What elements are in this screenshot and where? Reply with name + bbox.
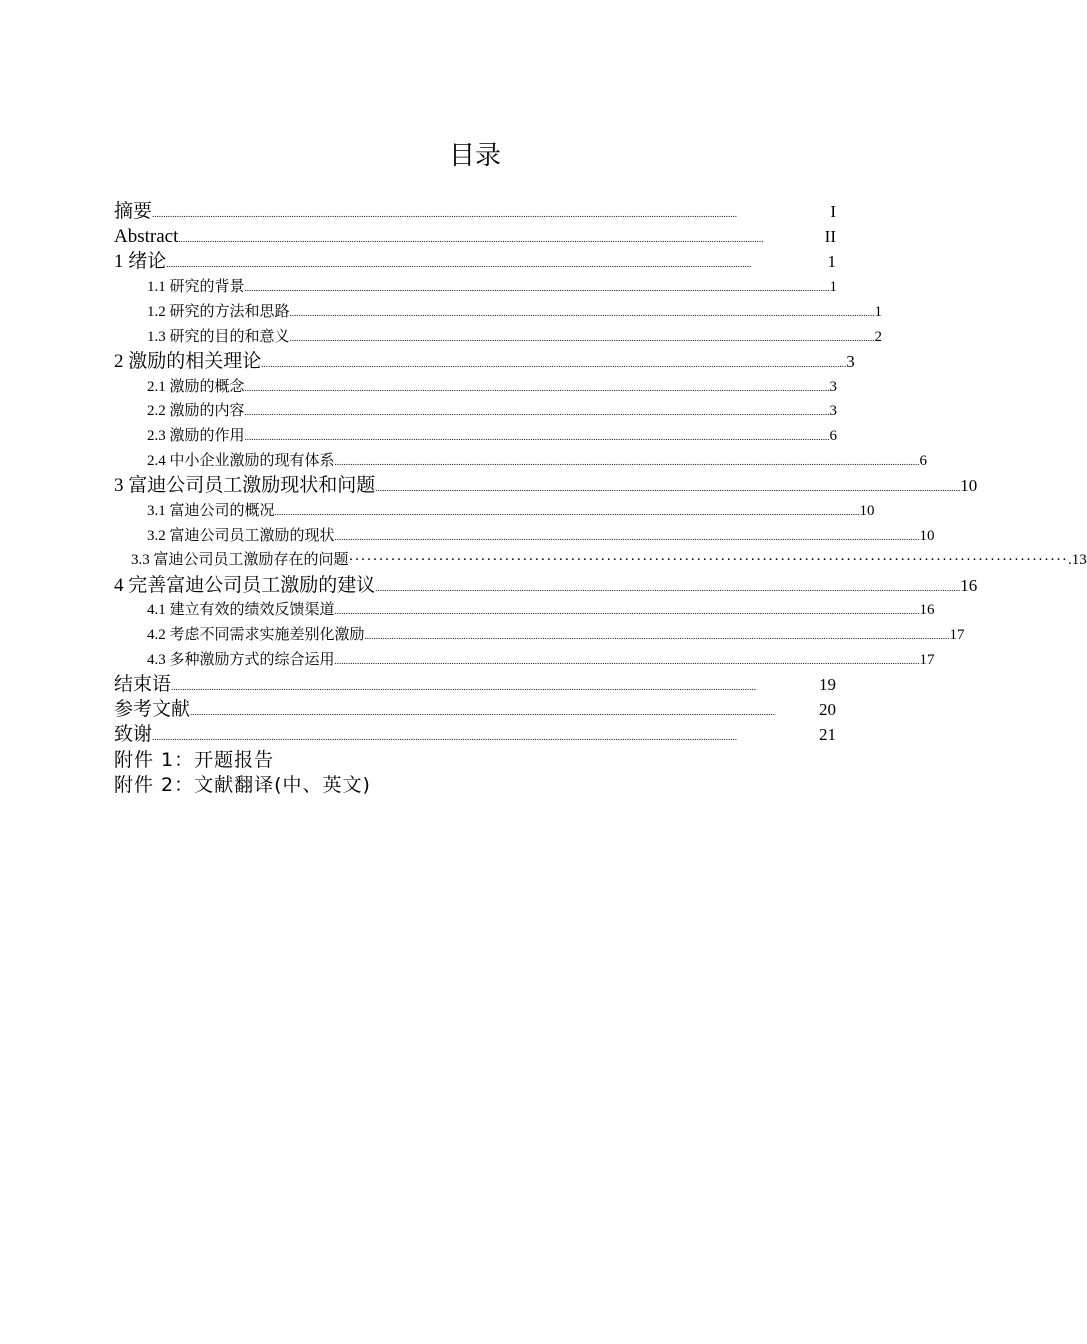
toc-entry[interactable] xyxy=(147,375,836,399)
toc-entry-label: 4 完善富迪公司员工激励的建议 xyxy=(114,575,376,596)
toc-entry-label: 4.3 多种激励方式的综合运用 xyxy=(147,652,335,668)
toc-entry-page: 6 xyxy=(829,428,838,444)
toc-entry[interactable] xyxy=(147,300,883,324)
toc-entry-page: I xyxy=(830,202,836,221)
toc-entry-label: 结束语 xyxy=(114,674,172,695)
dot-leader: .................................................................................................................................................................................................................................................................... xyxy=(244,283,830,293)
dot-leader: .................................................................................................................................................................................................................................................................... xyxy=(334,656,920,666)
toc-entry-page: 3 xyxy=(829,379,838,395)
toc-entry-page: 2 xyxy=(874,329,883,345)
toc-entry-label: 3 富迪公司员工激励现状和问题 xyxy=(114,475,376,496)
toc-entry-label: 2 激励的相关理论 xyxy=(114,351,262,372)
toc-entry-page: 6 xyxy=(919,453,928,469)
appendix-item[interactable]: 附件 2：文献翻译(中、英文) xyxy=(114,774,371,796)
toc-entry-page: 10 xyxy=(919,528,935,544)
toc-entry-label: 1 绪论 xyxy=(114,251,167,272)
dot-leader: .................................................................................................................................................................................................................................................................... xyxy=(364,631,950,641)
toc-entry[interactable] xyxy=(147,275,836,299)
dot-leader: .................................................................................................................................................................................................................................................................... xyxy=(274,507,860,517)
toc-entry[interactable] xyxy=(114,723,836,747)
toc-entry-page: 21 xyxy=(819,725,836,744)
toc-entry[interactable] xyxy=(131,548,1087,572)
toc-entry-page: 1 xyxy=(827,252,836,271)
toc-entry[interactable] xyxy=(147,499,875,523)
dot-leader: .................................................................................................................................................................................................................................................................... xyxy=(152,209,738,219)
toc-entry-page: .13 xyxy=(1067,552,1087,568)
dot-leader: .................................................................................................................................................................................................................................................................... xyxy=(190,707,776,717)
toc-entry[interactable] xyxy=(147,623,965,647)
toc-entry-page: 1 xyxy=(829,279,838,295)
toc-entry-label: 参考文献 xyxy=(114,699,191,720)
dot-leader: .................................................................................................................................................................................................................................................................... xyxy=(375,583,961,593)
toc-entry-label: 摘要 xyxy=(114,201,153,222)
toc-entry-label: 4.1 建立有效的绩效反馈渠道 xyxy=(147,602,335,618)
dot-leader: .................................................................................................................................................................................................................................................................... xyxy=(289,333,875,343)
toc-entry[interactable] xyxy=(147,449,928,473)
toc-entry-label: 2.4 中小企业激励的现有体系 xyxy=(147,453,335,469)
toc-entry-label: 2.1 激励的概念 xyxy=(147,379,245,395)
dot-leader: .................................................................................................................................................................................................................................................................... xyxy=(289,308,875,318)
toc-entry[interactable] xyxy=(147,325,883,349)
dot-leader: .................................................................................................................................................................................................................................................................... xyxy=(244,383,830,393)
dot-leader: .................................................................................................................................................................................................................................................................... xyxy=(334,457,920,467)
dot-leader: ························································································································ xyxy=(348,552,1068,568)
toc-entry-label: 致谢 xyxy=(114,724,153,745)
dot-leader: .................................................................................................................................................................................................................................................................... xyxy=(178,234,764,244)
toc-entry-label: 3.3 富迪公司员工激励存在的问题 xyxy=(131,552,349,568)
dot-leader: .................................................................................................................................................................................................................................................................... xyxy=(261,359,847,369)
appendix-item[interactable]: 附件 1：开题报告 xyxy=(114,749,275,771)
toc-entry-page: 19 xyxy=(819,675,836,694)
toc-entry-label: 2.2 激励的内容 xyxy=(147,403,245,419)
toc-entry[interactable] xyxy=(114,474,978,498)
toc-entry-label: 1.2 研究的方法和思路 xyxy=(147,304,290,320)
dot-leader: .................................................................................................................................................................................................................................................................... xyxy=(171,682,757,692)
toc-entry-page: II xyxy=(824,227,836,246)
toc-entry[interactable] xyxy=(114,698,836,722)
toc-entry-page: 17 xyxy=(919,652,935,668)
toc-entry-label: 1.1 研究的背景 xyxy=(147,279,245,295)
toc-entry[interactable] xyxy=(147,598,935,622)
dot-leader: .................................................................................................................................................................................................................................................................... xyxy=(244,407,830,417)
toc-entry[interactable] xyxy=(114,350,855,374)
toc-entry[interactable] xyxy=(114,673,836,697)
dot-leader: .................................................................................................................................................................................................................................................................... xyxy=(152,732,738,742)
toc-entry[interactable] xyxy=(114,225,836,249)
toc-entry-label: Abstract xyxy=(114,226,179,247)
toc-entry-label: 3.1 富迪公司的概况 xyxy=(147,503,275,519)
toc-entry-page: 10 xyxy=(960,476,978,495)
toc-entry[interactable] xyxy=(147,524,935,548)
toc-entry-page: 20 xyxy=(819,700,836,719)
toc-entry[interactable] xyxy=(147,648,935,672)
dot-leader: .................................................................................................................................................................................................................................................................... xyxy=(334,532,920,542)
toc-entry[interactable] xyxy=(114,200,836,224)
toc-entry-page: 17 xyxy=(949,627,965,643)
toc-entry[interactable] xyxy=(114,574,978,598)
toc-entry-page: 16 xyxy=(919,602,935,618)
toc-entry-page: 1 xyxy=(874,304,883,320)
toc-entry-page: 10 xyxy=(859,503,875,519)
dot-leader: .................................................................................................................................................................................................................................................................... xyxy=(375,483,961,493)
toc-entry-page: 16 xyxy=(960,576,978,595)
toc-entry-label: 2.3 激励的作用 xyxy=(147,428,245,444)
toc-entry-label: 3.2 富迪公司员工激励的现状 xyxy=(147,528,335,544)
dot-leader: .................................................................................................................................................................................................................................................................... xyxy=(244,432,830,442)
toc-entry-label: 4.2 考虑不同需求实施差别化激励 xyxy=(147,627,365,643)
toc-entry[interactable] xyxy=(147,424,836,448)
dot-leader: .................................................................................................................................................................................................................................................................... xyxy=(334,606,920,616)
toc-entry[interactable] xyxy=(114,250,836,274)
dot-leader: .................................................................................................................................................................................................................................................................... xyxy=(166,259,752,269)
toc-entry-label: 1.3 研究的目的和意义 xyxy=(147,329,290,345)
toc-entry-page: 3 xyxy=(829,403,838,419)
toc-entry[interactable] xyxy=(147,399,836,423)
toc-entry-page: 3 xyxy=(846,352,855,371)
toc-title: 目录 xyxy=(448,141,501,171)
